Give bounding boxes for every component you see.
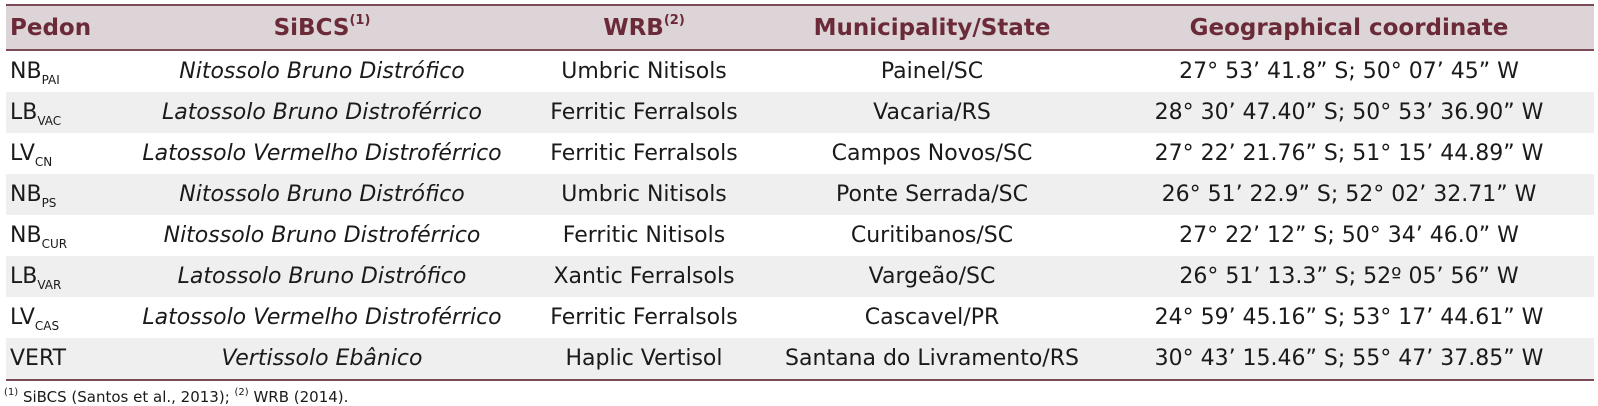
cell-wrb: Ferritic Ferralsols xyxy=(550,100,738,125)
table-header-row xyxy=(6,5,1594,50)
cell-sibcs: Nitossolo Bruno Distrófico xyxy=(179,59,465,84)
cell-wrb: Umbric Nitisols xyxy=(561,182,727,207)
header-coordinate: Geographical coordinate xyxy=(1104,5,1594,50)
cell-municipality: Vacaria/RS xyxy=(873,100,991,125)
header-sibcs: SiBCS$^{(1)}$ xyxy=(116,5,528,50)
cell-pedon: $NB_{PS}$ xyxy=(10,182,57,210)
cell-pedon: VERT xyxy=(6,338,116,380)
cell-municipality: Painel/SC xyxy=(880,59,984,84)
cell-wrb: Ferritic Nitisols xyxy=(562,223,726,248)
header-sibcs-note: (1) xyxy=(349,12,371,28)
cell-coordinate: 24° 59’ 45.16” S; 53° 17’ 44.61” W xyxy=(1154,305,1544,330)
cell-wrb: Ferritic Ferralsols xyxy=(550,141,738,166)
cell-coordinate: 26° 51’ 13.3” S; 52º 05’ 56” W xyxy=(1179,264,1519,289)
cell-coordinate: 30° 43’ 15.46” S; 55° 47’ 37.85” W xyxy=(1104,338,1594,380)
cell-pedon: $NB_{PAI}$ xyxy=(10,59,60,87)
footnote-text-2: WRB (2014). xyxy=(248,388,349,406)
cell-wrb: Haplic Vertisol xyxy=(528,338,760,380)
cell-wrb: Umbric Nitisols xyxy=(561,59,727,84)
pedon-table xyxy=(6,4,1594,381)
cell-wrb: Xantic Ferralsols xyxy=(553,264,735,289)
table-row xyxy=(6,174,1594,215)
cell-coordinate: 28° 30’ 47.40” S; 50° 53’ 36.90” W xyxy=(1154,100,1544,125)
cell-sibcs: Nitossolo Bruno Distroférrico xyxy=(163,223,481,248)
cell-municipality: Ponte Serrada/SC xyxy=(836,182,1028,207)
header-municipality: Municipality/State xyxy=(760,5,1104,50)
cell-coordinate: 26° 51’ 22.9” S; 52° 02’ 32.71” W xyxy=(1161,182,1537,207)
cell-pedon: $LB_{VAC}$ xyxy=(10,100,62,128)
cell-sibcs: Latossolo Bruno Distrófico xyxy=(177,264,467,289)
cell-pedon: $LB_{VAR}$ xyxy=(10,264,62,292)
cell-wrb: Ferritic Ferralsols xyxy=(550,305,738,330)
header-wrb-note: (2) xyxy=(663,12,685,28)
cell-coordinate: 27° 53’ 41.8” S; 50° 07’ 45” W xyxy=(1179,59,1519,84)
cell-coordinate: 27° 22’ 21.76” S; 51° 15’ 44.89” W xyxy=(1154,141,1544,166)
cell-sibcs: Nitossolo Bruno Distrófico xyxy=(179,182,465,207)
table-row xyxy=(6,133,1594,174)
table-row xyxy=(6,50,1594,92)
header-wrb: WRB$^{(2)}$ xyxy=(528,5,760,50)
cell-sibcs: Latossolo Vermelho Distroférrico xyxy=(142,141,502,166)
cell-sibcs: Vertissolo Ebânico xyxy=(116,338,528,380)
footnote-mark-2: (2) xyxy=(234,387,249,398)
cell-municipality: Cascavel/PR xyxy=(864,305,1000,330)
cell-sibcs: Latossolo Vermelho Distroférrico xyxy=(142,305,502,330)
cell-municipality: Campos Novos/SC xyxy=(831,141,1033,166)
table-row xyxy=(6,297,1594,338)
table-footnote xyxy=(4,388,348,406)
cell-pedon: $LV_{CN}$ xyxy=(10,141,53,169)
cell-municipality: Santana do Livramento/RS xyxy=(760,338,1104,380)
cell-municipality: Curitibanos/SC xyxy=(850,223,1014,248)
header-pedon: Pedon xyxy=(6,5,116,50)
table-row xyxy=(6,92,1594,133)
table-row xyxy=(6,215,1594,256)
cell-pedon: $NB_{CUR}$ xyxy=(10,223,68,251)
cell-coordinate: 27° 22’ 12” S; 50° 34’ 46.0” W xyxy=(1179,223,1519,248)
cell-sibcs: Latossolo Bruno Distroférrico xyxy=(162,100,482,125)
cell-municipality: Vargeão/SC xyxy=(868,264,996,289)
footnote-mark-1: (1) xyxy=(4,387,19,398)
table-row xyxy=(6,338,1594,380)
table-row xyxy=(6,256,1594,297)
cell-pedon: $LV_{CAS}$ xyxy=(10,305,60,333)
footnote-text-1: SiBCS (Santos et al., 2013); xyxy=(18,388,235,406)
